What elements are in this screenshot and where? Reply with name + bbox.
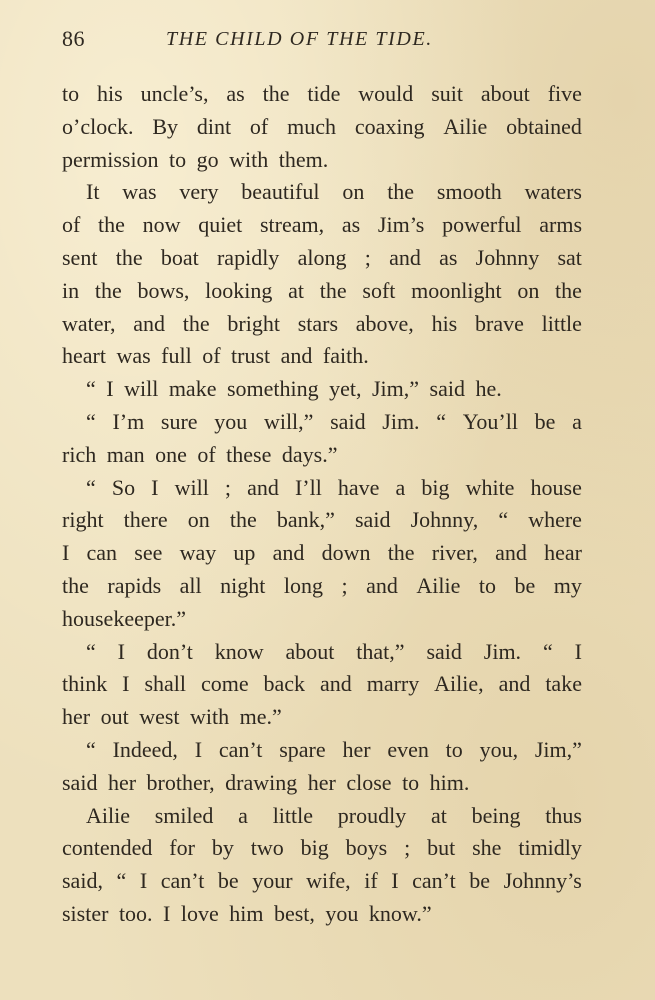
- text-line: said her brother, drawing her close to him.: [62, 769, 470, 795]
- text-line: of the now quiet stream, as Jim’s powerful arms: [62, 212, 582, 238]
- text-line: heart was full of trust and faith.: [62, 343, 369, 369]
- text-line: Ailie smiled a little proudly at being thus: [86, 802, 582, 828]
- text-line: her out west with me.”: [62, 704, 282, 730]
- text-line: in the bows, looking at the soft moonlight on the: [62, 277, 582, 303]
- text-line: the rapids all night long ; and Ailie to be my: [62, 572, 582, 598]
- text-line: I can see way up and down the river, and hear: [62, 540, 582, 566]
- text-line: said, “ I can’t be your wife, if I can’t be Johnny’s: [62, 868, 582, 894]
- text-line: rich man one of these days.”: [62, 441, 338, 467]
- text-line: to his uncle’s, as the tide would suit about five: [62, 81, 582, 106]
- page-number: 86: [62, 26, 85, 51]
- text-line: think I shall come back and marry Ailie, and take: [62, 671, 582, 697]
- text-line: “ I will make something yet, Jim,” said he.: [86, 376, 502, 402]
- text-line: water, and the bright stars above, his brave little: [62, 310, 582, 336]
- text-line: contended for by two big boys ; but she timidly: [62, 835, 582, 861]
- page-header: [62, 26, 582, 56]
- running-head: THE CHILD OF THE TIDE.: [166, 28, 433, 50]
- text-line: “ Indeed, I can’t spare her even to you, Jim,”: [86, 736, 582, 762]
- text-line: right there on the bank,” said Johnny, “ where: [62, 507, 582, 533]
- text-line: sent the boat rapidly along ; and as Johnny sat: [62, 244, 582, 270]
- text-line: sister too. I love him best, you know.”: [62, 900, 432, 926]
- text-line: “ I don’t know about that,” said Jim. “ I: [86, 638, 582, 664]
- text-line: o’clock. By dint of much coaxing Ailie obtained: [62, 113, 582, 139]
- text-line: permission to go with them.: [62, 146, 329, 172]
- text-line: housekeeper.”: [62, 605, 186, 631]
- body-text: [62, 78, 582, 931]
- text-line: It was very beautiful on the smooth waters: [86, 179, 582, 205]
- text-line: “ I’m sure you will,” said Jim. “ You’ll be a: [86, 408, 582, 434]
- text-line: “ So I will ; and I’ll have a big white house: [86, 474, 582, 500]
